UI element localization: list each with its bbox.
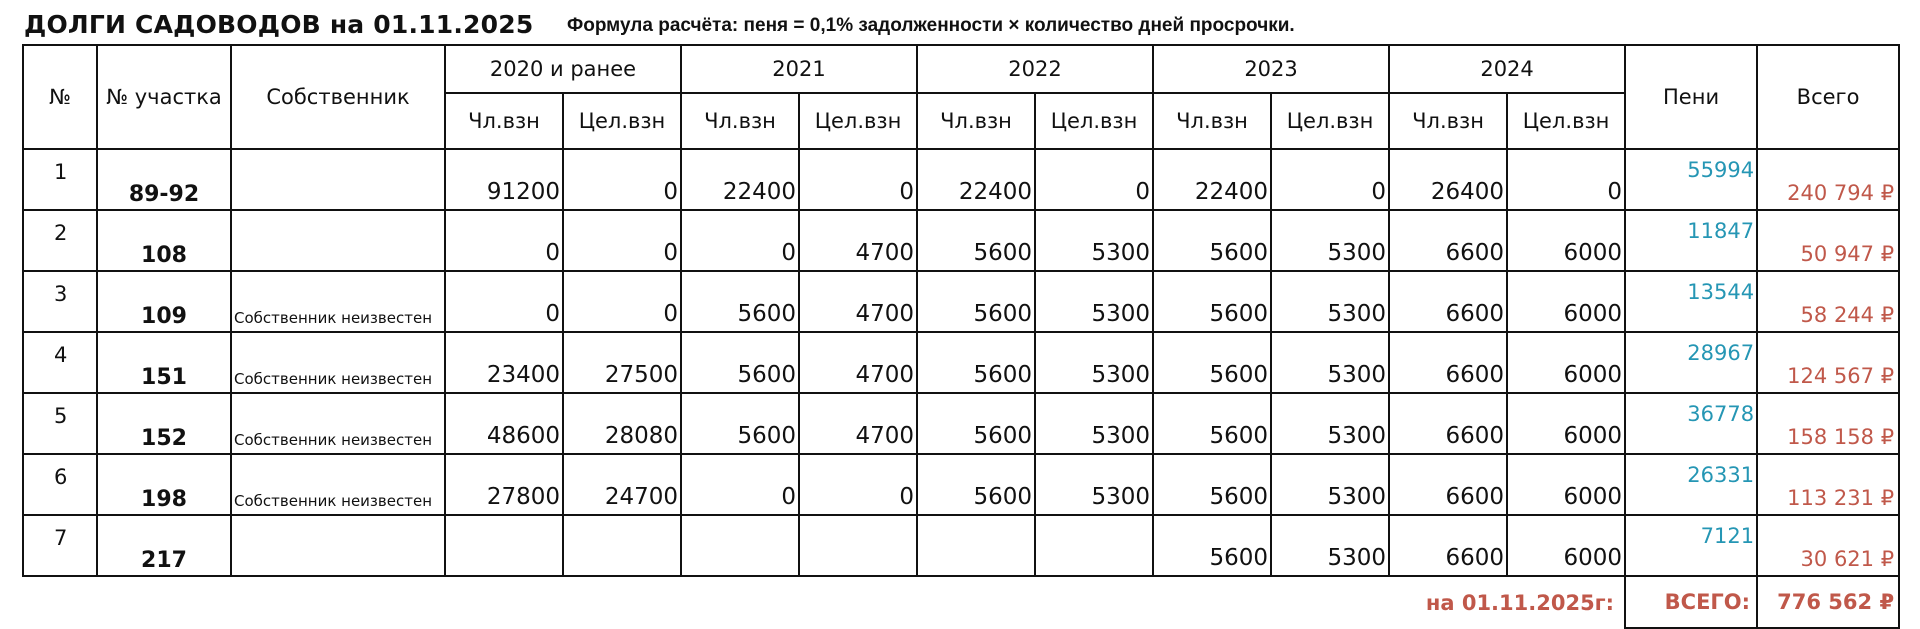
value-cell: 5600 [1153,454,1271,515]
table-row [23,515,1899,576]
value-cell: 0 [799,454,917,515]
value-cell: 6600 [1389,332,1507,393]
value-cell: 5300 [1271,454,1389,515]
owner-cell [231,149,445,210]
header-year-2020: 2020 и ранее [445,45,681,93]
value-cell: 5300 [1035,332,1153,393]
value-cell: 22400 [681,149,799,210]
value-cell: 5300 [1271,393,1389,454]
table-row [23,271,1899,332]
header-year-2021: 2021 [681,45,917,93]
summary-row [23,576,1899,628]
plot-number: 198 [97,454,231,515]
header-total: Всего [1757,45,1899,149]
value-cell: 27800 [445,454,563,515]
value-cell: 6000 [1507,515,1625,576]
value-cell [563,515,681,576]
peni-cell: 26331 [1625,454,1757,515]
header-target-fee: Цел.взн [563,93,681,149]
value-cell: 5600 [917,454,1035,515]
row-number: 1 [23,149,97,210]
page-title: ДОЛГИ САДОВОДОВ на 01.11.2025 [24,10,534,39]
value-cell: 5300 [1271,515,1389,576]
value-cell: 6000 [1507,393,1625,454]
owner-cell [231,210,445,271]
total-cell: 113 231 ₽ [1757,454,1899,515]
header-target-fee: Цел.взн [1507,93,1625,149]
value-cell [917,515,1035,576]
value-cell: 6600 [1389,393,1507,454]
value-cell: 5600 [917,332,1035,393]
header-year-2023: 2023 [1153,45,1389,93]
header-target-fee: Цел.взн [799,93,917,149]
owner-cell: Собственник неизвестен [231,454,445,515]
header-member-fee: Чл.взн [445,93,563,149]
value-cell: 22400 [1153,149,1271,210]
value-cell: 5600 [681,393,799,454]
value-cell: 6000 [1507,271,1625,332]
value-cell: 5600 [917,271,1035,332]
plot-number: 108 [97,210,231,271]
value-cell: 0 [563,210,681,271]
row-number: 4 [23,332,97,393]
plot-number: 109 [97,271,231,332]
peni-cell: 28967 [1625,332,1757,393]
value-cell: 28080 [563,393,681,454]
value-cell: 6600 [1389,454,1507,515]
value-cell: 5300 [1035,271,1153,332]
header-plot: № участка [97,45,231,149]
value-cell: 5600 [1153,210,1271,271]
value-cell [799,515,917,576]
value-cell: 4700 [799,271,917,332]
header-member-fee: Чл.взн [1153,93,1271,149]
value-cell: 5600 [917,210,1035,271]
value-cell: 5600 [1153,515,1271,576]
value-cell: 4700 [799,332,917,393]
value-cell: 0 [1035,149,1153,210]
value-cell: 24700 [563,454,681,515]
total-cell: 50 947 ₽ [1757,210,1899,271]
value-cell: 5300 [1035,454,1153,515]
value-cell: 6600 [1389,271,1507,332]
plot-number: 151 [97,332,231,393]
value-cell: 4700 [799,210,917,271]
value-cell [445,515,563,576]
value-cell: 6600 [1389,210,1507,271]
owner-cell: Собственник неизвестен [231,271,445,332]
formula-note: Формула расчёта: пеня = 0,1% задолженности × количество дней просрочки. [567,15,1295,36]
value-cell: 5600 [1153,332,1271,393]
total-cell: 158 158 ₽ [1757,393,1899,454]
value-cell: 5600 [681,271,799,332]
debts-table [22,44,1900,629]
value-cell: 0 [1507,149,1625,210]
owner-cell: Собственник неизвестен [231,332,445,393]
table-row [23,210,1899,271]
table-row [23,149,1899,210]
peni-cell: 55994 [1625,149,1757,210]
owner-cell [231,515,445,576]
peni-cell: 11847 [1625,210,1757,271]
peni-cell: 36778 [1625,393,1757,454]
total-cell: 30 621 ₽ [1757,515,1899,576]
header-num: № [23,45,97,149]
header-member-fee: Чл.взн [917,93,1035,149]
header-year-2024: 2024 [1389,45,1625,93]
summary-total-label: ВСЕГО: [1625,576,1757,628]
peni-cell: 13544 [1625,271,1757,332]
row-number: 3 [23,271,97,332]
value-cell [1035,515,1153,576]
value-cell: 0 [681,454,799,515]
value-cell: 5600 [1153,393,1271,454]
header-row-years [23,45,1899,93]
value-cell: 5300 [1271,332,1389,393]
value-cell: 0 [445,271,563,332]
total-cell: 240 794 ₽ [1757,149,1899,210]
value-cell: 5600 [1153,271,1271,332]
row-number: 6 [23,454,97,515]
value-cell [681,515,799,576]
summary-date-label: на 01.11.2025г: [1425,590,1615,615]
value-cell: 0 [563,149,681,210]
value-cell: 5300 [1271,271,1389,332]
value-cell: 5600 [917,393,1035,454]
value-cell: 5300 [1035,393,1153,454]
row-number: 5 [23,393,97,454]
total-cell: 58 244 ₽ [1757,271,1899,332]
value-cell: 6000 [1507,210,1625,271]
value-cell: 5300 [1271,210,1389,271]
value-cell: 5300 [1035,210,1153,271]
value-cell: 4700 [799,393,917,454]
value-cell: 0 [563,271,681,332]
value-cell: 27500 [563,332,681,393]
value-cell: 0 [445,210,563,271]
header-member-fee: Чл.взн [1389,93,1507,149]
plot-number: 152 [97,393,231,454]
row-number: 2 [23,210,97,271]
value-cell: 48600 [445,393,563,454]
header-target-fee: Цел.взн [1035,93,1153,149]
table-row [23,454,1899,515]
total-cell: 124 567 ₽ [1757,332,1899,393]
peni-cell: 7121 [1625,515,1757,576]
row-number: 7 [23,515,97,576]
header-year-2022: 2022 [917,45,1153,93]
value-cell: 6600 [1389,515,1507,576]
plot-number: 217 [97,515,231,576]
table-row [23,332,1899,393]
value-cell: 26400 [1389,149,1507,210]
value-cell: 6000 [1507,454,1625,515]
value-cell: 91200 [445,149,563,210]
header-member-fee: Чл.взн [681,93,799,149]
header-owner: Собственник [231,45,445,149]
value-cell: 22400 [917,149,1035,210]
value-cell: 0 [799,149,917,210]
header-peni: Пени [1625,45,1757,149]
plot-number: 89-92 [97,149,231,210]
table-row [23,393,1899,454]
value-cell: 0 [681,210,799,271]
value-cell: 5600 [681,332,799,393]
value-cell: 23400 [445,332,563,393]
header-target-fee: Цел.взн [1271,93,1389,149]
value-cell: 0 [1271,149,1389,210]
summary-total-value: 776 562 ₽ [1757,576,1899,628]
owner-cell: Собственник неизвестен [231,393,445,454]
value-cell: 6000 [1507,332,1625,393]
